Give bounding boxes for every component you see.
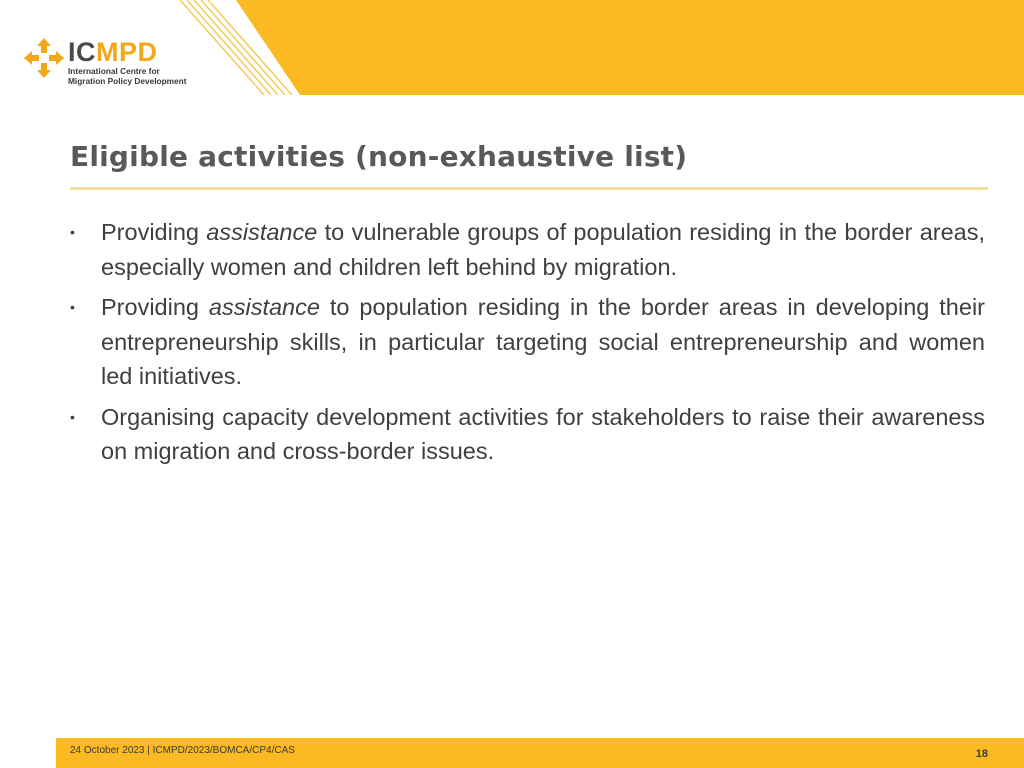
bullet-text: Organising capacity development activities for stakeholders to raise their awareness on migration and cross-border issues. (101, 403, 985, 464)
bullet-list (70, 215, 985, 475)
title-underline (70, 187, 988, 190)
logo-wordmark (68, 38, 186, 86)
logo-acronym: ICMPD (68, 37, 158, 67)
bullet-text: Providing (101, 219, 207, 245)
bullet-marker: • (70, 408, 75, 425)
logo-name-line2: Migration Policy Development (68, 76, 187, 86)
bullet-item (70, 215, 985, 284)
footer-bar (56, 738, 1024, 768)
bullet-text: Providing (101, 294, 209, 320)
page-number: 18 (975, 748, 988, 760)
header-accent-band (236, 0, 1024, 95)
bullet-item (70, 290, 985, 394)
footer-reference: 24 October 2023 | ICMPD/2023/BOMCA/CP4/CAS (70, 745, 295, 756)
bullet-marker: • (70, 224, 75, 240)
bullet-emphasis: assistance (206, 219, 318, 245)
bullet-item (70, 400, 985, 469)
bullet-marker: • (70, 299, 75, 315)
logo-arrows-icon (24, 38, 64, 78)
icmpd-logo (24, 38, 204, 98)
bullet-emphasis: assistance (208, 294, 320, 320)
logo-name-line1: International Centre for (68, 66, 160, 76)
slide-title: Eligible activities (non-exhaustive list) (70, 140, 688, 173)
bullet-text: to population residing in the border areas in developing their entrepreneurship skills, in particular targeting social entrepreneurship and women led initiatives. (101, 294, 985, 389)
bullet-text: to vulnerable groups of population residing in the border areas, especially women and children left behind by migration. (101, 219, 986, 280)
